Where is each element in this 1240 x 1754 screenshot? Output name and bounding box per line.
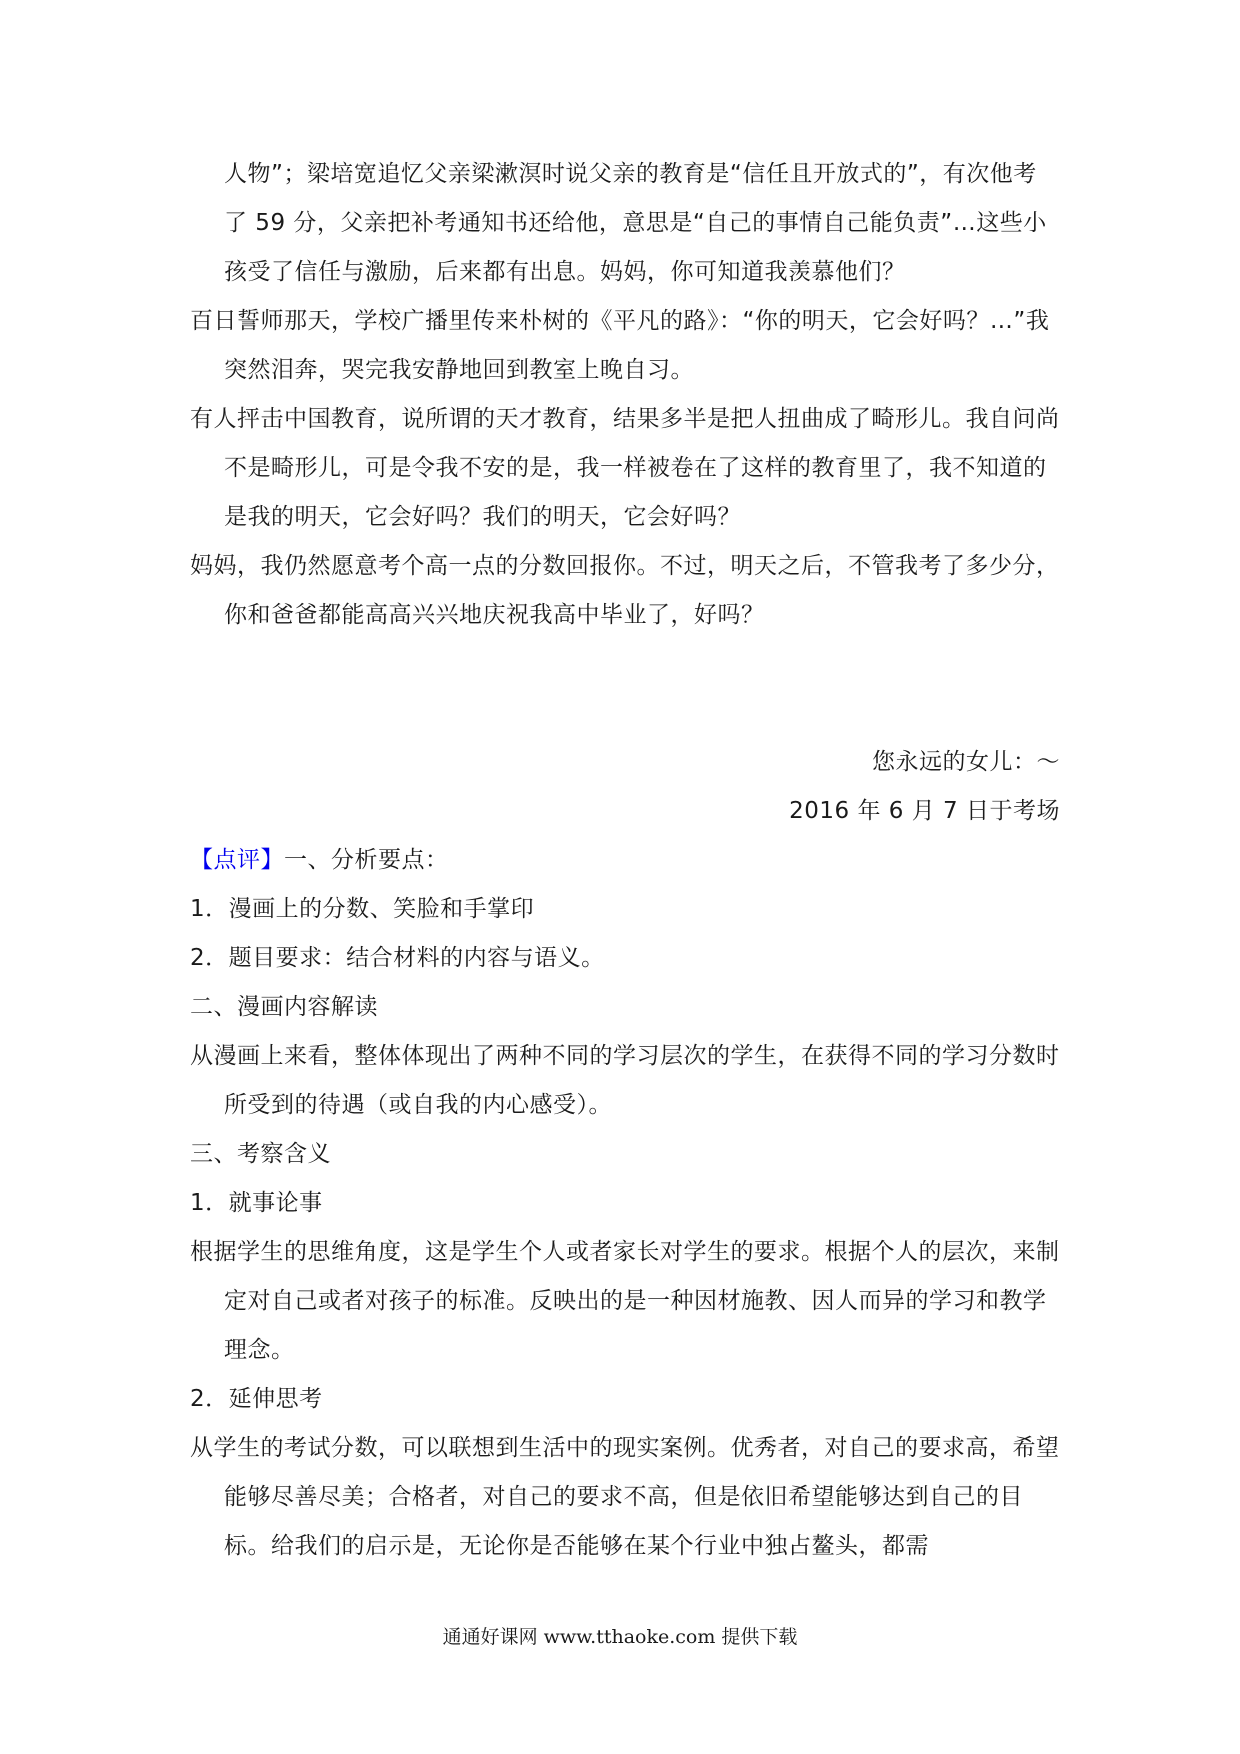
review-heading-line [190,836,1060,885]
review-item-2: 2．题目要求：结合材料的内容与语义。 [190,945,605,971]
page-footer: 通通好课网 www.tthaoke.com 提供下载 [442,1626,798,1648]
review-sub-2-paragraph: 从学生的考试分数，可以联想到生活中的现实案例。优秀者，对自己的要求高，希望能够尽善尽美；合格者，对自己的要求不高，但是依旧希望能够达到自己的目标。给我们的启示是，无论你是否能够在某个行业中独占鳌头，都需 [190,1435,1060,1559]
review-sub-2: 2．延伸思考 [190,1386,323,1412]
review-sub-1-paragraph: 根据学生的思维角度，这是学生个人或者家长对学生的要求。根据个人的层次，来制定对自己或者对孩子的标准。反映出的是一种因材施教、因人而异的学习和教学理念。 [190,1239,1060,1363]
letter-paragraph-1: 人物”；梁培宽追忆父亲梁漱溟时说父亲的教育是“信任且开放式的”，有次他考了 59 分，父亲把补考通知书还给他，意思是“自己的事情自己能负责”…这些小孩受了信任与激励，后来都有出息。妈妈，你可知道我羡慕他们？ [224,161,1047,285]
review-heading-3: 三、考察含义 [190,1141,331,1167]
letter-paragraph-2: 百日誓师那天，学校广播里传来朴树的《平凡的路》：“你的明天，它会好吗？…”我突然泪奔，哭完我安静地回到教室上晚自习。 [190,308,1050,383]
letter-paragraph-3: 有人抨击中国教育，说所谓的天才教育，结果多半是把人扭曲成了畸形儿。我自问尚不是畸形儿，可是令我不安的是，我一样被卷在了这样的教育里了，我不知道的是我的明天，它会好吗？我们的明天，它会好吗？ [190,406,1060,530]
document-body [190,150,1060,1571]
review-sub-1: 1．就事论事 [190,1190,323,1216]
review-heading-1: 一、分析要点： [284,847,449,873]
review-heading-2: 二、漫画内容解读 [190,994,378,1020]
signature-date: 2016 年 6 月 7 日于考场 [789,798,1060,824]
signature-name: 您永远的女儿：～ [872,749,1060,775]
letter-paragraph-4: 妈妈，我仍然愿意考个高一点的分数回报你。不过，明天之后，不管我考了多少分，你和爸爸都能高高兴兴地庆祝我高中毕业了，好吗？ [190,553,1060,628]
review-comic-paragraph: 从漫画上来看，整体体现出了两种不同的学习层次的学生，在获得不同的学习分数时所受到的待遇（或自我的内心感受）。 [190,1043,1060,1118]
review-item-1: 1．漫画上的分数、笑脸和手掌印 [190,896,535,922]
review-tag: 【点评】 [190,847,284,873]
spacer [190,640,1060,738]
